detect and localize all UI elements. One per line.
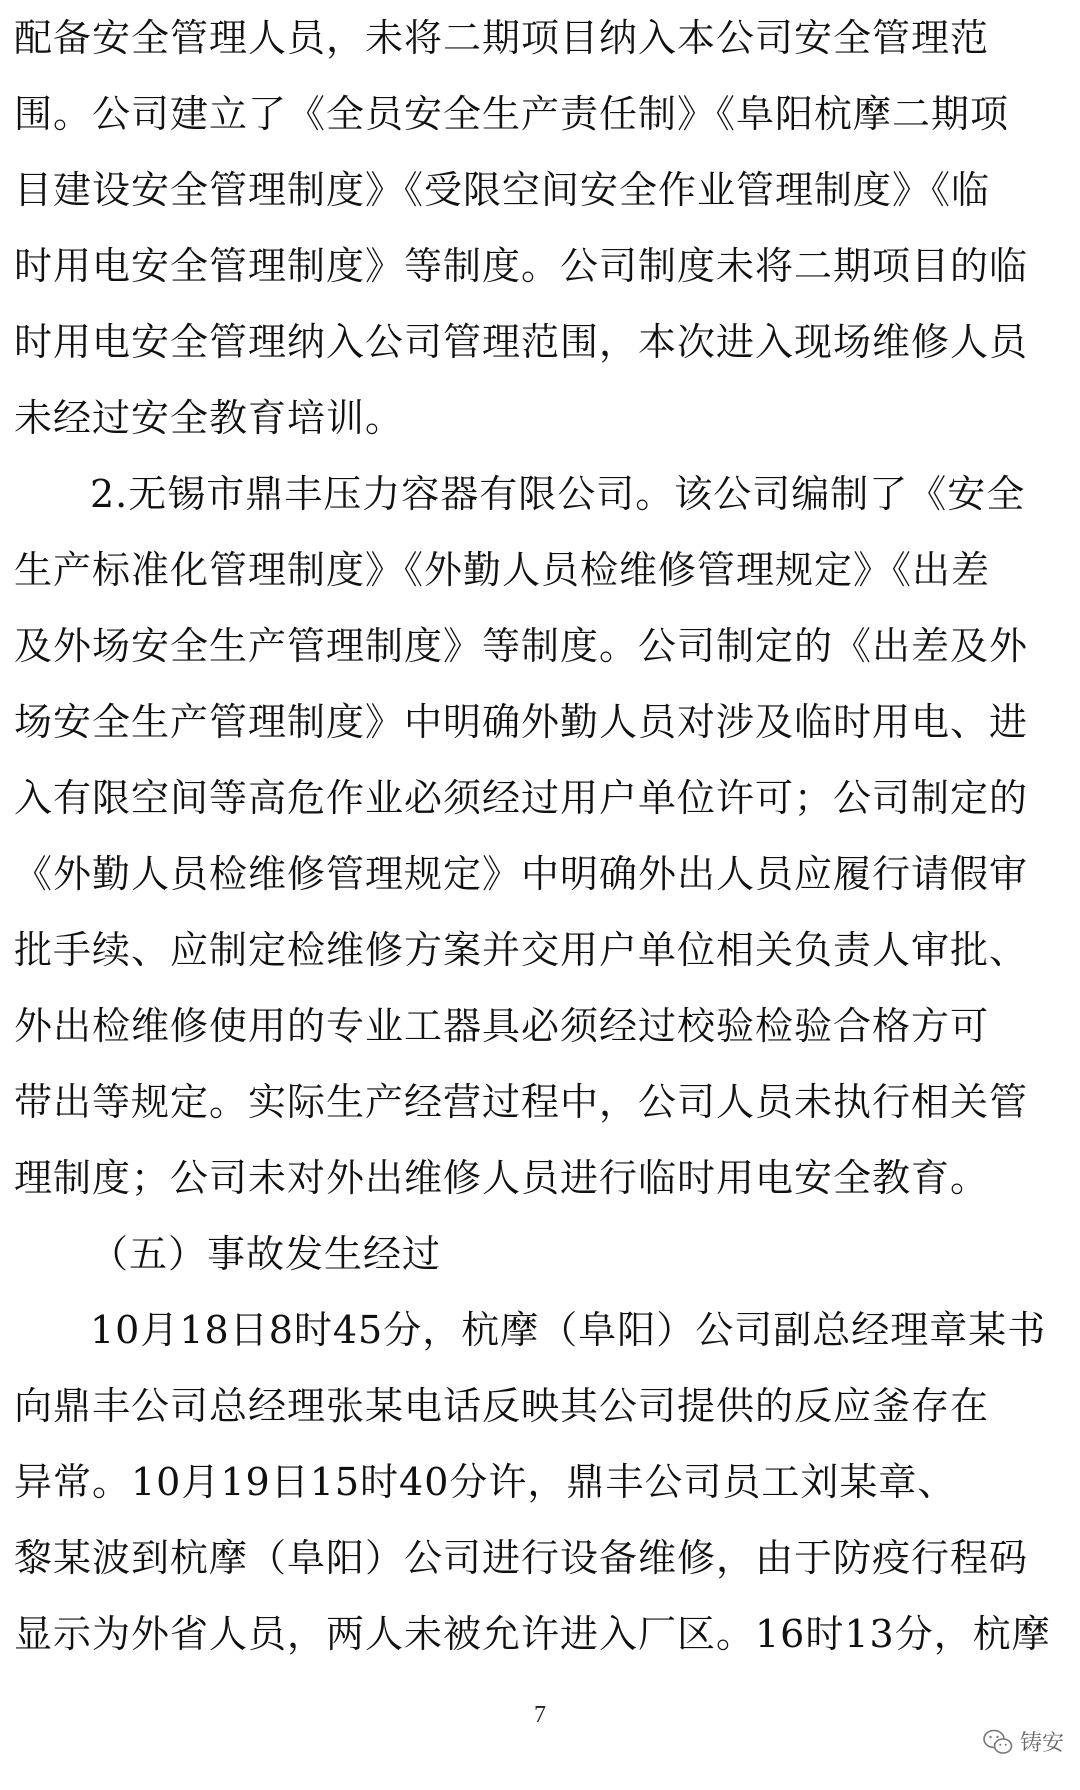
text-line: 《外勤人员检维修管理规定》中明确外出人员应履行请假审 — [14, 852, 1029, 896]
watermark-text: 铸安 — [1019, 1731, 1064, 1756]
heading-text: （五）事故发生经过 — [90, 1232, 442, 1276]
text-line: 2.无锡市鼎丰压力容器有限公司。该公司编制了《安全 — [90, 472, 1026, 516]
text-line: 异常。10月19日15时40分许，鼎丰公司员工刘某章、 — [14, 1460, 957, 1504]
text-line: 配备安全管理人员，未将二期项目纳入本公司安全管理范 — [14, 16, 990, 60]
page-number: 7 — [534, 1702, 546, 1728]
paragraph — [14, 456, 1070, 1216]
text-line: 围。公司建立了《全员安全生产责任制》《阜阳杭摩二期项 — [14, 92, 1010, 136]
text-line: 理制度；公司未对外出维修人员进行临时用电安全教育。 — [14, 1156, 990, 1200]
text-line: 带出等规定。实际生产经营过程中，公司人员未执行相关管 — [14, 1080, 1029, 1124]
text-line: 外出检维修使用的专业工器具必须经过校验检验合格方可 — [14, 1004, 990, 1048]
text-line: 未经过安全教育培训。 — [14, 396, 405, 440]
watermark — [982, 1726, 1064, 1757]
text-line: 生产标准化管理制度》《外勤人员检维修管理规定》《出差 — [14, 548, 991, 592]
paragraph — [14, 1292, 1070, 1672]
text-line: 批手续、应制定检维修方案并交用户单位相关负责人审批、 — [14, 928, 1029, 972]
text-line: 时用电安全管理纳入公司管理范围，本次进入现场维修人员 — [14, 320, 1029, 364]
text-line: 场安全生产管理制度》中明确外勤人员对涉及临时用电、进 — [14, 700, 1029, 744]
section-heading — [14, 1216, 1070, 1292]
text-line: 黎某波到杭摩（阜阳）公司进行设备维修，由于防疫行程码 — [14, 1536, 1029, 1580]
text-line: 显示为外省人员，两人未被允许进入厂区。16时13分，杭摩 — [14, 1612, 1051, 1656]
paragraph — [14, 0, 1070, 456]
wechat-icon — [982, 1728, 1014, 1756]
text-line: 向鼎丰公司总经理张某电话反映其公司提供的反应釜存在 — [14, 1384, 990, 1428]
text-line: 时用电安全管理制度》等制度。公司制度未将二期项目的临 — [14, 244, 1029, 288]
document-body — [14, 0, 1070, 1672]
text-line: 目建设安全管理制度》《受限空间安全作业管理制度》《临 — [14, 168, 991, 212]
text-line: 10月18日8时45分，杭摩（阜阳）公司副总经理章某书 — [90, 1308, 1047, 1352]
text-line: 入有限空间等高危作业必须经过用户单位许可；公司制定的 — [14, 776, 1029, 820]
text-line: 及外场安全生产管理制度》等制度。公司制定的《出差及外 — [14, 624, 1029, 668]
